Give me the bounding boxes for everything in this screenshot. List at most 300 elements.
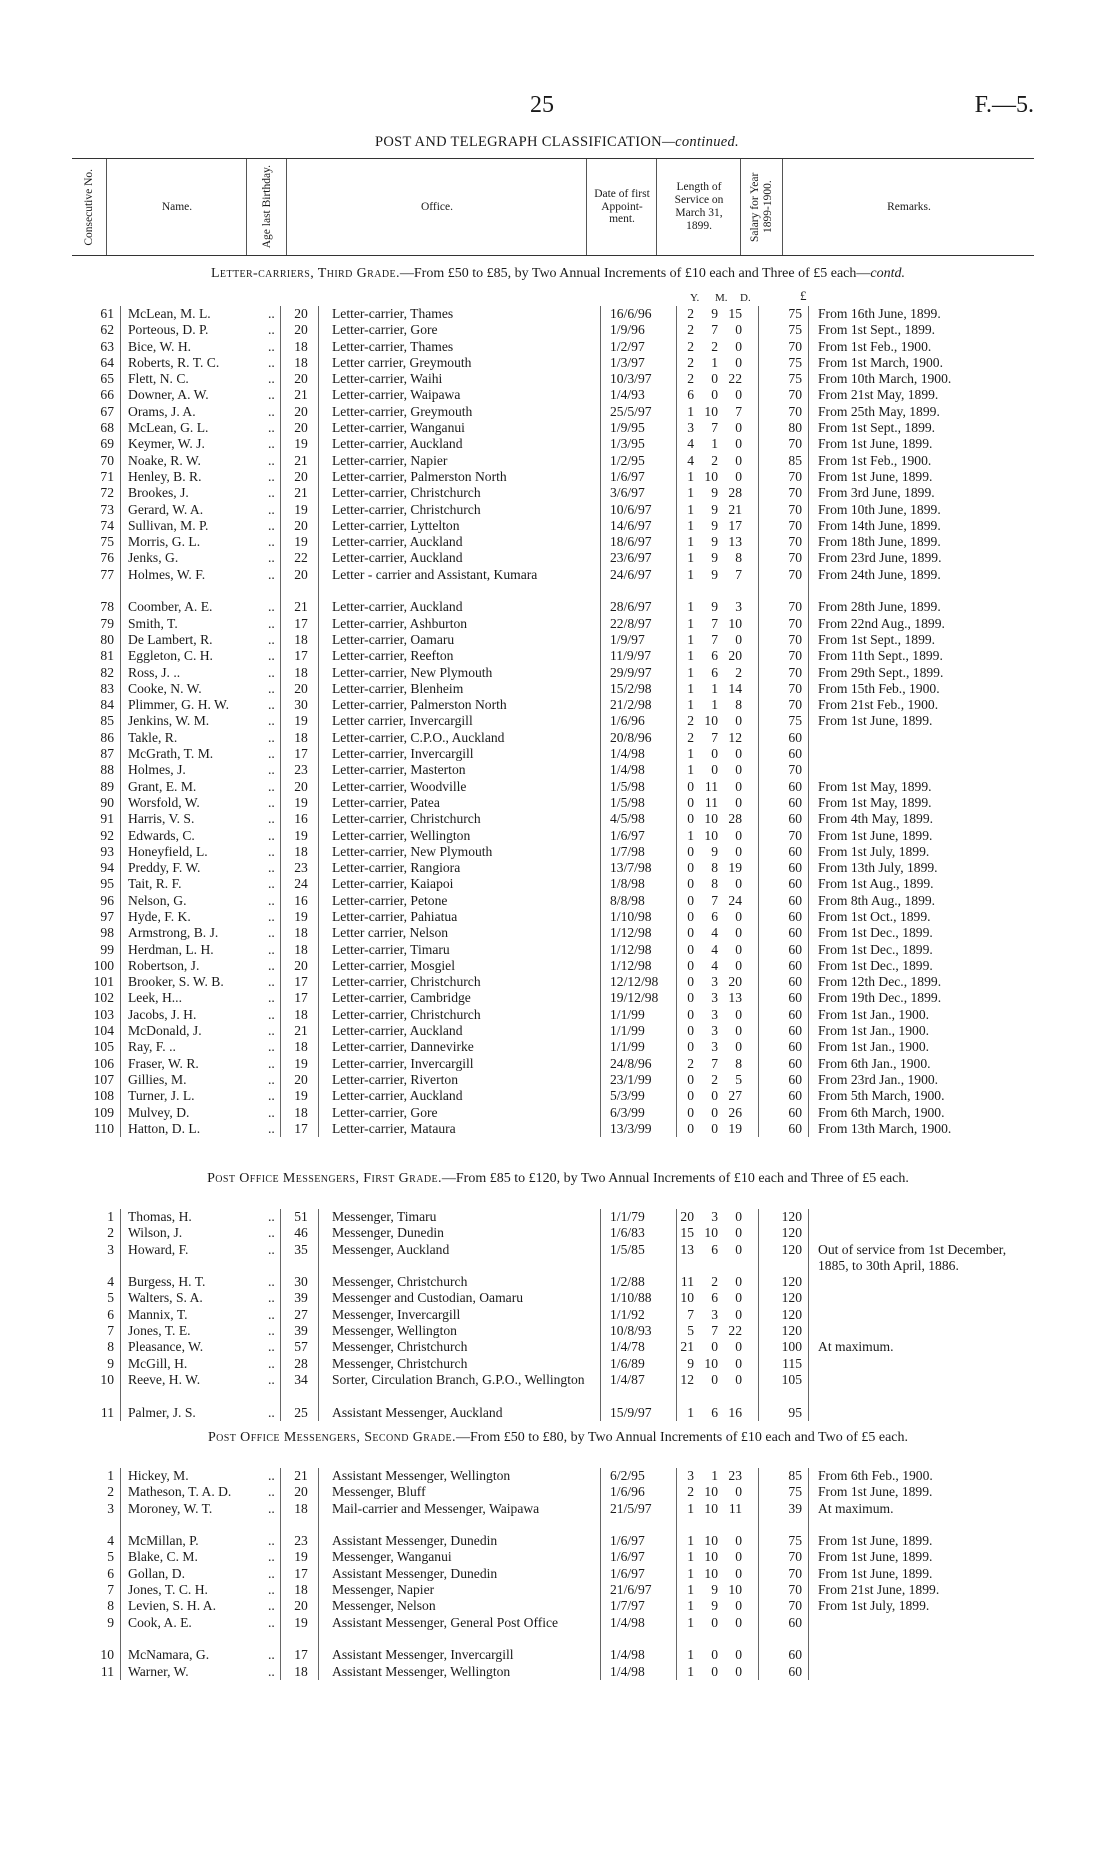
appointment-date: 1/6/96: [610, 713, 645, 729]
service-days: 0: [735, 1209, 742, 1224]
service-months: 9: [711, 599, 718, 615]
office: Letter-carrier, Greymouth: [332, 403, 473, 419]
table-row: [88, 322, 1034, 338]
table-row: [88, 599, 1034, 615]
age: 20: [294, 371, 308, 387]
service-years: 0: [687, 1039, 694, 1055]
age: 16: [294, 811, 308, 827]
employee-name: Porteous, D. P.: [128, 322, 209, 338]
service-months: 1: [711, 680, 718, 696]
service-days: 5: [735, 1071, 742, 1087]
appointment-date: 1/6/97: [610, 1533, 645, 1549]
service-months: 11: [704, 778, 718, 794]
service-months: 3: [711, 1023, 718, 1039]
service-days: 0: [735, 452, 742, 468]
service-months: 9: [711, 534, 718, 550]
service-days: 16: [728, 1404, 742, 1420]
age: 21: [294, 485, 308, 501]
table-row: [88, 909, 1034, 925]
remarks: From 1st June, 1899.: [818, 1533, 933, 1549]
appointment-date: 13/3/99: [610, 1120, 652, 1136]
column-rule: [758, 1209, 759, 1421]
service-months: 0: [711, 1647, 718, 1663]
service-years: 7: [687, 1306, 694, 1322]
table-row: [88, 746, 1034, 762]
office: Letter-carrier, Rangiora: [332, 860, 461, 876]
service-days: 0: [735, 1663, 742, 1679]
leader-dots: ..: [268, 876, 275, 892]
office: Letter carrier, Nelson: [332, 925, 449, 941]
table-row: [88, 1647, 1034, 1663]
employee-name: Smith, T.: [128, 615, 178, 631]
section-heading-letter-carriers: Letter-carriers, Third Grade.—From £50 to £85, by Two Annual Increments of £10 each and Three of £5 each—contd.: [210, 266, 906, 281]
table-row: [88, 779, 1034, 795]
age: 16: [294, 892, 308, 908]
service-days: 0: [735, 1355, 742, 1371]
service-months: 6: [711, 648, 718, 664]
appointment-date: 1/1/99: [610, 1039, 645, 1055]
remarks: From 1st May, 1899.: [818, 794, 932, 810]
table-row: [88, 355, 1034, 371]
age: 19: [294, 908, 308, 924]
office: Assistant Messenger, Wellington: [332, 1663, 511, 1679]
age: 25: [294, 1404, 308, 1420]
salary: 120: [781, 1225, 802, 1241]
office: Letter-carrier, New Plymouth: [332, 843, 493, 859]
service-days: 0: [735, 436, 742, 452]
service-months: 10: [704, 1225, 718, 1241]
service-months: 3: [711, 1039, 718, 1055]
consecutive-no: 8: [107, 1598, 114, 1614]
age: 19: [294, 501, 308, 517]
remarks: From 1st June, 1899.: [818, 827, 933, 843]
office: Letter-carrier, Auckland: [332, 550, 463, 566]
salary: 60: [788, 1614, 802, 1630]
leader-dots: ..: [268, 1088, 275, 1104]
salary: 85: [788, 452, 802, 468]
consecutive-no: 104: [93, 1023, 114, 1039]
service-months: 0: [711, 746, 718, 762]
service-months: 9: [711, 1582, 718, 1598]
service-years: 21: [680, 1339, 694, 1355]
service-months: 9: [711, 1598, 718, 1614]
appointment-date: 6/3/99: [610, 1104, 645, 1120]
table-row: [88, 665, 1034, 681]
office: Letter-carrier, Palmerston North: [332, 468, 507, 484]
service-months: 2: [711, 452, 718, 468]
age: 22: [294, 550, 308, 566]
age: 17: [294, 974, 308, 990]
table-row: [88, 844, 1034, 860]
service-days: 0: [735, 1598, 742, 1614]
remarks: From 1st Feb., 1900.: [818, 452, 932, 468]
service-years: 0: [687, 794, 694, 810]
service-days: 8: [735, 1055, 742, 1071]
service-months: 0: [711, 1104, 718, 1120]
salary: 120: [781, 1306, 802, 1322]
employee-name: Honeyfield, L.: [128, 843, 208, 859]
appointment-date: 5/3/99: [610, 1088, 645, 1104]
salary: 70: [788, 664, 802, 680]
age: 19: [294, 1614, 308, 1630]
leader-dots: ..: [268, 631, 275, 647]
remarks: From 14th June, 1899.: [818, 517, 941, 533]
leader-dots: ..: [268, 925, 275, 941]
appointment-date: 1/4/98: [610, 746, 645, 762]
col-date: Date of first Appoint-ment.: [586, 159, 657, 255]
service-months: 2: [711, 1274, 718, 1290]
service-months: 10: [704, 1565, 718, 1581]
office: Letter-carrier, Christchurch: [332, 501, 481, 517]
leader-dots: ..: [268, 1241, 275, 1257]
page-number: 25: [530, 92, 554, 118]
employee-name: McGill, H.: [128, 1355, 188, 1371]
service-days: 3: [735, 599, 742, 615]
service-years: 1: [687, 534, 694, 550]
appointment-date: 24/6/97: [610, 566, 652, 582]
leader-dots: ..: [268, 1104, 275, 1120]
service-days: 19: [728, 1120, 742, 1136]
consecutive-no: 74: [100, 517, 114, 533]
remarks: From 1st July, 1899.: [818, 843, 930, 859]
salary: 120: [781, 1209, 802, 1224]
remarks: From 1st Dec., 1899.: [818, 925, 933, 941]
service-days: 0: [735, 1339, 742, 1355]
service-months: 8: [711, 876, 718, 892]
leader-dots: ..: [268, 713, 275, 729]
age: 27: [294, 1306, 308, 1322]
table-row: [88, 1615, 1034, 1648]
remarks: From 11th Sept., 1899.: [818, 648, 943, 664]
salary: 70: [788, 599, 802, 615]
table-row: [88, 648, 1034, 664]
age: 20: [294, 517, 308, 533]
age: 18: [294, 1582, 308, 1598]
employee-name: Coomber, A. E.: [128, 599, 213, 615]
age: 20: [294, 1598, 308, 1614]
appointment-date: 21/5/97: [610, 1500, 652, 1516]
service-days: 21: [728, 501, 742, 517]
remarks: At maximum.: [818, 1500, 894, 1516]
salary: 100: [781, 1339, 802, 1355]
appointment-date: 12/12/98: [610, 974, 659, 990]
service-months: 0: [711, 1371, 718, 1387]
table-row: [88, 1484, 1034, 1500]
leader-dots: ..: [268, 1533, 275, 1549]
table-row: [88, 1339, 1034, 1355]
service-years: 2: [687, 354, 694, 370]
table-row: [88, 550, 1034, 566]
office: Assistant Messenger, Wellington: [332, 1468, 511, 1483]
consecutive-no: 89: [100, 778, 114, 794]
salary: 70: [788, 403, 802, 419]
employee-name: Holmes, J.: [128, 762, 186, 778]
office: Letter carrier, Invercargill: [332, 713, 473, 729]
table-row: [88, 876, 1034, 892]
leader-dots: ..: [268, 1290, 275, 1306]
service-months: 3: [711, 1209, 718, 1224]
consecutive-no: 66: [100, 387, 114, 403]
salary: 60: [788, 990, 802, 1006]
leader-dots: ..: [268, 550, 275, 566]
service-years: 1: [687, 1582, 694, 1598]
service-months: 10: [704, 811, 718, 827]
table-row: [88, 762, 1034, 778]
office: Letter-carrier, Kaiapoi: [332, 876, 454, 892]
consecutive-no: 77: [100, 566, 114, 582]
table-row: [88, 1405, 1034, 1421]
appointment-date: 10/8/93: [610, 1323, 652, 1339]
salary: 70: [788, 631, 802, 647]
table-row: [88, 387, 1034, 403]
table-row: [88, 616, 1034, 632]
service-months: 3: [711, 974, 718, 990]
col-consecutive-no: Consecutive No.: [82, 168, 95, 246]
table-row: [88, 974, 1034, 990]
column-rule: [318, 1209, 319, 1421]
remarks: From 21st May, 1899.: [818, 387, 939, 403]
leader-dots: ..: [268, 1598, 275, 1614]
remarks: From 1st Jan., 1900.: [818, 1039, 930, 1055]
salary: 60: [788, 957, 802, 973]
remarks: From 29th Sept., 1899.: [818, 664, 944, 680]
appointment-date: 24/8/96: [610, 1055, 652, 1071]
service-years: 12: [680, 1371, 694, 1387]
service-years: 0: [687, 908, 694, 924]
table-row: [88, 436, 1034, 452]
appointment-date: 19/12/98: [610, 990, 659, 1006]
salary: 60: [788, 794, 802, 810]
service-days: 0: [735, 843, 742, 859]
employee-name: Hyde, F. K.: [128, 908, 191, 924]
office: Mail-carrier and Messenger, Waipawa: [332, 1500, 540, 1516]
table-row: [88, 990, 1034, 1006]
consecutive-no: 10: [100, 1371, 114, 1387]
service-years: 1: [687, 697, 694, 713]
salary: 75: [788, 354, 802, 370]
office: Letter-carrier, Reefton: [332, 648, 454, 664]
office: Messenger, Bluff: [332, 1484, 426, 1500]
remarks: From 5th March, 1900.: [818, 1088, 945, 1104]
column-rule: [600, 1209, 601, 1421]
consecutive-no: 81: [100, 648, 114, 664]
remarks: From 6th Jan., 1900.: [818, 1055, 931, 1071]
leader-dots: ..: [268, 1006, 275, 1022]
leader-dots: ..: [268, 534, 275, 550]
remarks: From 21st Feb., 1900.: [818, 697, 939, 713]
employee-name: Keymer, W. J.: [128, 436, 205, 452]
employee-name: Wilson, J.: [128, 1225, 183, 1241]
service-days: 13: [728, 990, 742, 1006]
office: Assistant Messenger, Dunedin: [332, 1565, 498, 1581]
employee-name: Roberts, R. T. C.: [128, 354, 220, 370]
consecutive-no: 78: [100, 599, 114, 615]
leader-dots: ..: [268, 1055, 275, 1071]
table-row: [88, 697, 1034, 713]
age: 19: [294, 1549, 308, 1565]
service-days: 23: [728, 1468, 742, 1483]
consecutive-no: 93: [100, 843, 114, 859]
employee-name: Jones, T. C. H.: [128, 1582, 208, 1598]
office: Letter-carrier, Auckland: [332, 1088, 463, 1104]
remarks: From 25th May, 1899.: [818, 403, 940, 419]
employee-name: Burgess, H. T.: [128, 1274, 206, 1290]
age: 18: [294, 338, 308, 354]
table-row: [88, 795, 1034, 811]
table-row: [88, 1582, 1034, 1598]
appointment-date: 1/1/79: [610, 1209, 645, 1224]
employee-name: Downer, A. W.: [128, 387, 209, 403]
consecutive-no: 86: [100, 729, 114, 745]
service-years: 1: [687, 566, 694, 582]
consecutive-no: 6: [107, 1565, 114, 1581]
service-years: 0: [687, 1120, 694, 1136]
leader-dots: ..: [268, 1500, 275, 1516]
service-years: 0: [687, 860, 694, 876]
column-rule: [758, 306, 759, 1137]
consecutive-no: 96: [100, 892, 114, 908]
consecutive-no: 4: [107, 1533, 114, 1549]
employee-name: McLean, G. L.: [128, 420, 209, 436]
remarks: From 1st Oct., 1899.: [818, 908, 931, 924]
office: Letter-carrier, Patea: [332, 794, 440, 810]
appointment-date: 1/4/98: [610, 1663, 645, 1679]
consecutive-no: 101: [93, 974, 114, 990]
office: Messenger, Dunedin: [332, 1225, 444, 1241]
leader-dots: ..: [268, 892, 275, 908]
office: Letter-carrier, Masterton: [332, 762, 466, 778]
service-years: 3: [687, 420, 694, 436]
remarks: From 1st Sept., 1899.: [818, 420, 936, 436]
consecutive-no: 94: [100, 860, 114, 876]
age: 46: [294, 1225, 308, 1241]
leader-dots: ..: [268, 338, 275, 354]
consecutive-no: 92: [100, 827, 114, 843]
salary: 70: [788, 550, 802, 566]
appointment-date: 1/2/88: [610, 1274, 645, 1290]
appointment-date: 1/6/97: [610, 1549, 645, 1565]
salary: 115: [782, 1355, 802, 1371]
employee-name: Levien, S. H. A.: [128, 1598, 216, 1614]
leader-dots: ..: [268, 468, 275, 484]
office: Letter-carrier, Auckland: [332, 534, 463, 550]
service-years: 0: [687, 1088, 694, 1104]
age: 17: [294, 746, 308, 762]
employee-name: McLean, M. L.: [128, 306, 211, 321]
office: Letter-carrier, Christchurch: [332, 974, 481, 990]
service-days: 0: [735, 1274, 742, 1290]
column-rule: [676, 1209, 677, 1421]
units-months: M.: [715, 292, 728, 304]
col-length: Length of Service on March 31, 1899.: [656, 159, 741, 255]
service-years: 0: [687, 990, 694, 1006]
table-row: [88, 1088, 1034, 1104]
salary: 75: [788, 306, 802, 321]
salary: 70: [788, 387, 802, 403]
age: 23: [294, 860, 308, 876]
consecutive-no: 103: [93, 1006, 114, 1022]
office: Letter-carrier, New Plymouth: [332, 664, 493, 680]
table-row: [88, 485, 1034, 501]
table-letter-carriers: [88, 306, 1034, 1137]
service-days: 0: [735, 1484, 742, 1500]
salary: 60: [788, 974, 802, 990]
employee-name: Matheson, T. A. D.: [128, 1484, 232, 1500]
salary: 60: [788, 778, 802, 794]
service-months: 1: [711, 1468, 718, 1483]
consecutive-no: 75: [100, 534, 114, 550]
leader-dots: ..: [268, 680, 275, 696]
leader-dots: ..: [268, 1484, 275, 1500]
employee-name: Gillies, M.: [128, 1071, 187, 1087]
consecutive-no: 69: [100, 436, 114, 452]
consecutive-no: 5: [107, 1290, 114, 1306]
service-days: 0: [735, 1225, 742, 1241]
consecutive-no: 99: [100, 941, 114, 957]
table-row: [88, 1225, 1034, 1241]
office: Letter-carrier, Wellington: [332, 827, 471, 843]
employee-name: Thomas, H.: [128, 1209, 192, 1224]
consecutive-no: 90: [100, 794, 114, 810]
service-days: 0: [735, 876, 742, 892]
leader-dots: ..: [268, 974, 275, 990]
consecutive-no: 84: [100, 697, 114, 713]
service-days: 0: [735, 1006, 742, 1022]
service-years: 1: [687, 1533, 694, 1549]
office: Letter-carrier, Waipawa: [332, 387, 461, 403]
leader-dots: ..: [268, 436, 275, 452]
service-days: 0: [735, 827, 742, 843]
employee-name: De Lambert, R.: [128, 631, 213, 647]
service-days: 24: [728, 892, 742, 908]
employee-name: Blake, C. M.: [128, 1549, 198, 1565]
age: 19: [294, 713, 308, 729]
leader-dots: ..: [268, 908, 275, 924]
appointment-date: 1/6/89: [610, 1355, 645, 1371]
remarks: From 1st Dec., 1899.: [818, 941, 933, 957]
service-months: 0: [711, 1088, 718, 1104]
service-days: 0: [735, 941, 742, 957]
leader-dots: ..: [268, 371, 275, 387]
remarks: From 10th June, 1899.: [818, 501, 941, 517]
consecutive-no: 63: [100, 338, 114, 354]
service-days: 0: [735, 957, 742, 973]
office: Messenger and Custodian, Oamaru: [332, 1290, 524, 1306]
age: 57: [294, 1339, 308, 1355]
employee-name: Jones, T. E.: [128, 1323, 191, 1339]
leader-dots: ..: [268, 697, 275, 713]
salary: 85: [788, 1468, 802, 1483]
leader-dots: ..: [268, 746, 275, 762]
service-days: 0: [735, 1023, 742, 1039]
salary: 60: [788, 892, 802, 908]
service-days: 0: [735, 468, 742, 484]
employee-name: Fraser, W. R.: [128, 1055, 199, 1071]
leader-dots: ..: [268, 794, 275, 810]
salary: 70: [788, 485, 802, 501]
service-years: 1: [687, 1500, 694, 1516]
service-days: 28: [728, 811, 742, 827]
age: 21: [294, 1468, 308, 1483]
service-years: 0: [687, 957, 694, 973]
service-months: 9: [711, 550, 718, 566]
remarks: From 1st Aug., 1899.: [818, 876, 934, 892]
units-pound: £: [800, 288, 807, 303]
table-row: [88, 306, 1034, 322]
consecutive-no: 80: [100, 631, 114, 647]
service-years: 1: [687, 517, 694, 533]
age: 24: [294, 876, 308, 892]
